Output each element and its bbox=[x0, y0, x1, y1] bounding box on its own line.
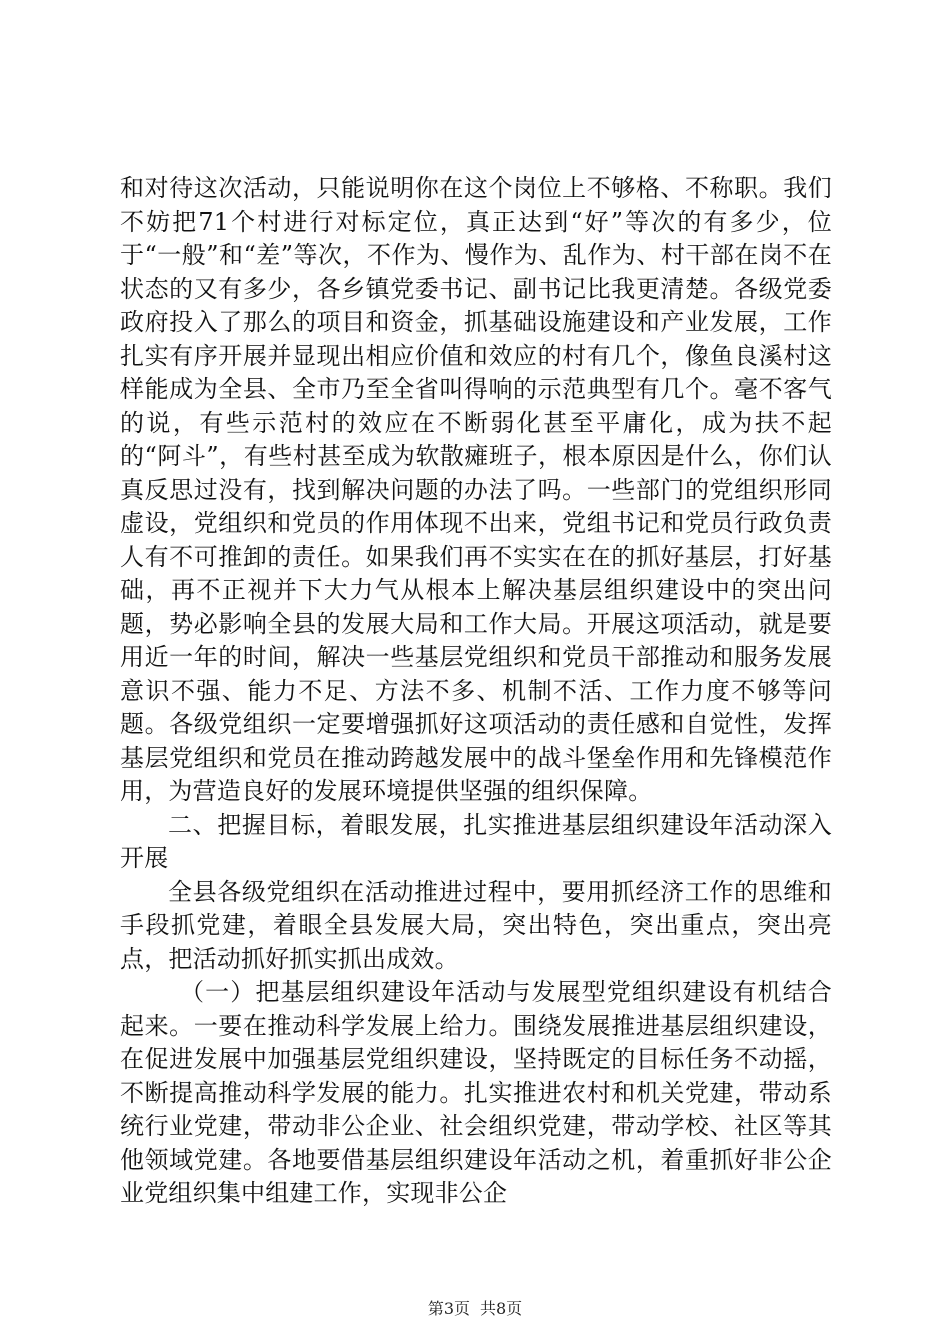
section-heading: 二、把握目标，着眼发展，扎实推进基层组织建设年活动深入开展 bbox=[120, 810, 832, 872]
page-footer bbox=[0, 1296, 950, 1319]
page-total: 共8页 bbox=[480, 1299, 523, 1318]
paragraph-continuation: 和对待这次活动，只能说明你在这个岗位上不够格、不称职。我们不妨把71个村进行对标定位，真正达到“好”等次的有多少，位于“一般”和“差”等次，不作为、慢作为、乱作为、村干部在岗不在状态的又有多少，各乡镇党委书记、副书记比我更清楚。各级党委政府投入了那么的项目和资金，抓基础设施建设和产业发展，工作扎实有序开展并显现出相应价值和效应的村有几个，像鱼良溪村这样能成为全县、全市乃至全省叫得响的示范典型有几个。毫不客气的说，有些示范村的效应在不断弱化甚至平庸化，成为扶不起的“阿斗”，有些村甚至成为软散瘫班子，根本原因是什么，你们认真反思过没有，找到解决问题的办法了吗。一些部门的党组织形同虚设，党组织和党员的作用体现不出来，党组书记和党员行政负责人有不可推卸的责任。如果我们再不实实在在的抓好基层，打好基础，再不正视并下大力气从根本上解决基层组织建设中的突出问题，势必影响全县的发展大局和工作大局。开展这项活动，就是要用近一年的时间，解决一些基层党组织和党员干部推动和服务发展意识不强、能力不足、方法不多、机制不活、工作力度不够等问题。各级党组织一定要增强抓好这项活动的责任感和自觉性，发挥基层党组织和党员在推动跨越发展中的战斗堡垒作用和先锋模范作用，为营造良好的发展环境提供坚强的组织保障。 bbox=[120, 174, 832, 805]
paragraph: 全县各级党组织在活动推进过程中，要用抓经济工作的思维和手段抓党建，着眼全县发展大局，突出特色，突出重点，突出亮点，把活动抓好抓实抓出成效。 bbox=[120, 877, 832, 973]
subsection-paragraph: （一）把基层组织建设年活动与发展型党组织建设有机结合起来。一要在推动科学发展上给力。围绕发展推进基层组织建设，在促进发展中加强基层党组织建设，坚持既定的目标任务不动摇，不断提高推动科学发展的能力。扎实推进农村和机关党建，带动系统行业党建，带动非公企业、社会组织党建，带动学校、社区等其他领域党建。各地要借基层组织建设年活动之机，着重抓好非公企业党组织集中组建工作，实现非公企 bbox=[120, 978, 832, 1207]
document-body bbox=[120, 172, 832, 1211]
page-number: 第3页 bbox=[427, 1299, 470, 1318]
